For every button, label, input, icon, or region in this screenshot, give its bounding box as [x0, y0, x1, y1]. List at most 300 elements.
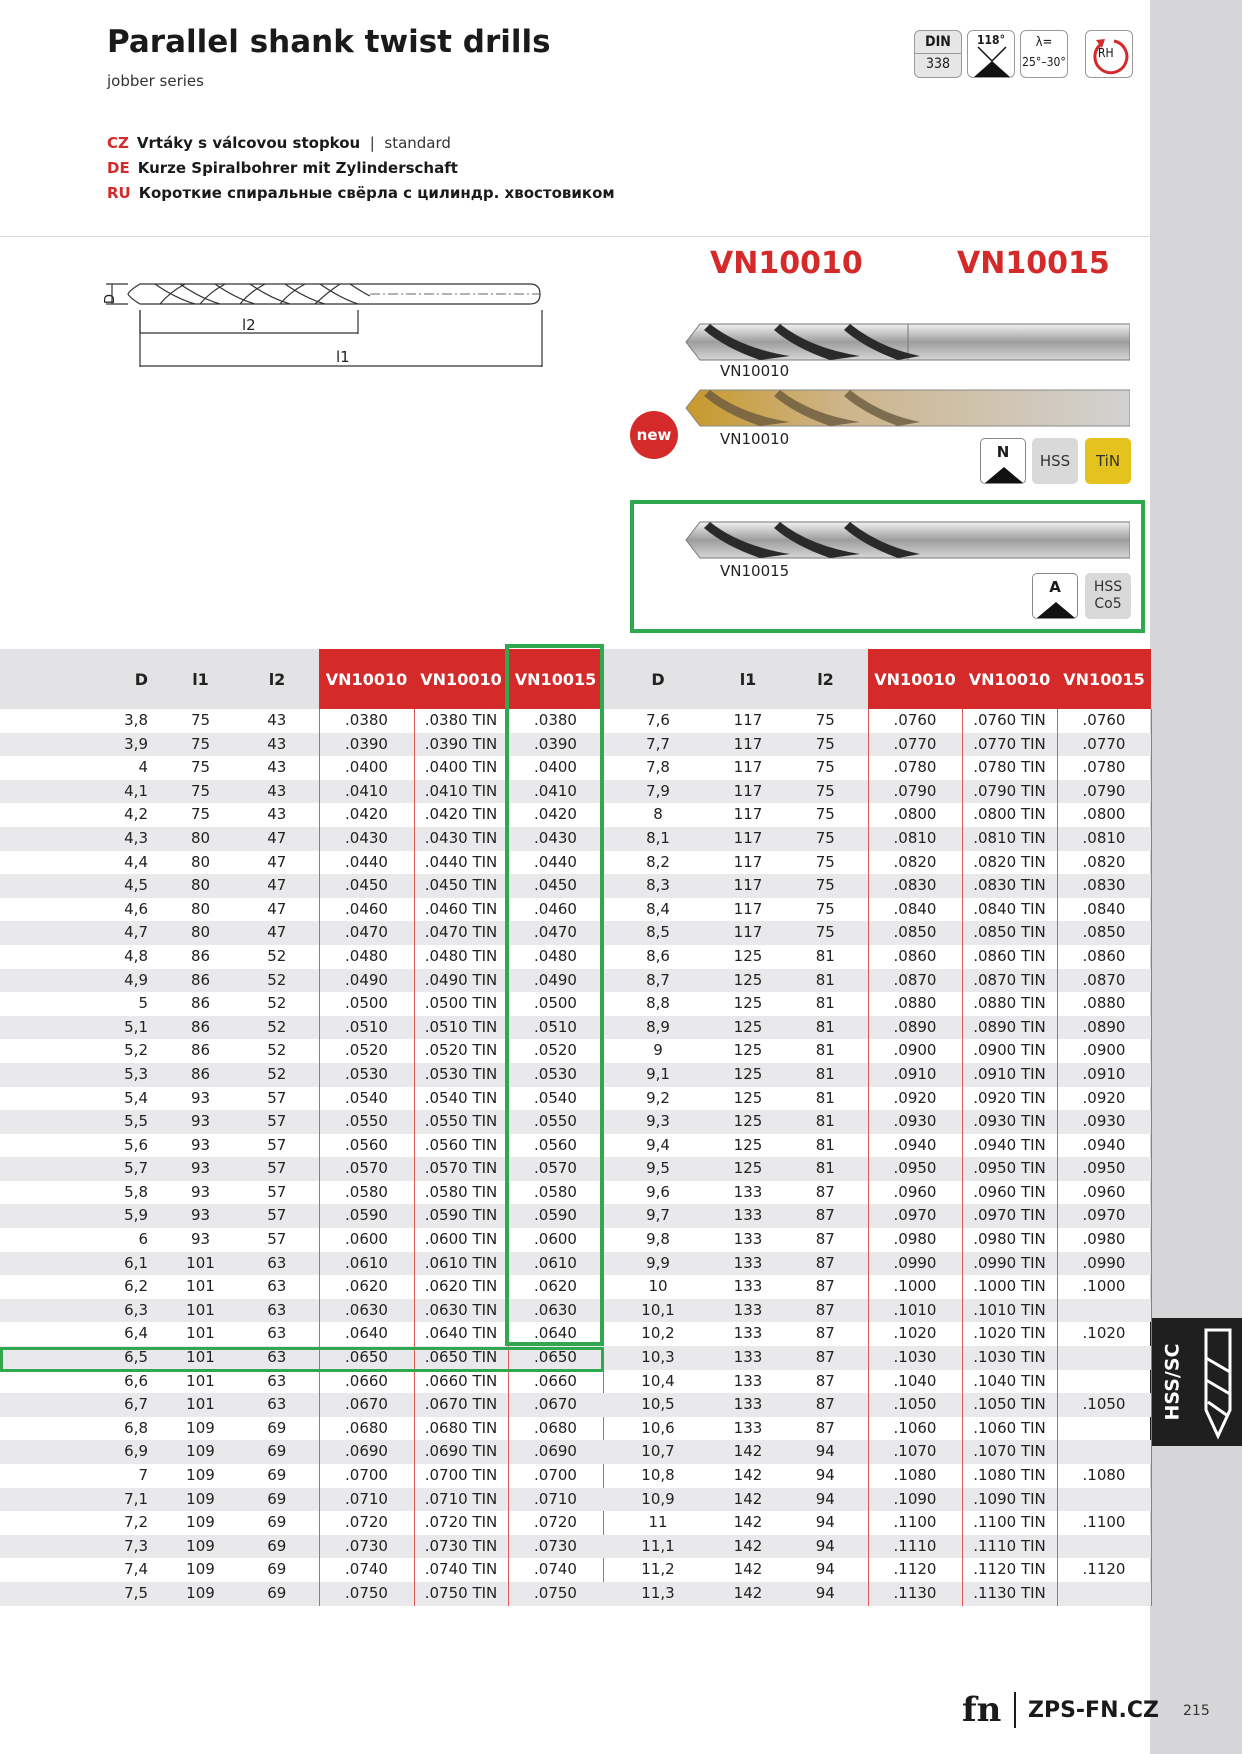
dimension-cell: 86: [166, 969, 235, 993]
table-row: [0, 1440, 603, 1464]
dimension-cell: 8,9: [603, 1016, 713, 1040]
dimension-cell: 125: [733, 946, 763, 965]
dimension-cell: 81: [783, 969, 868, 993]
dimension-cell: 142: [713, 1535, 783, 1559]
dimension-cell: 7,5: [0, 1582, 166, 1606]
article-code-cell: .0470: [319, 921, 414, 945]
article-code-cell: .0910: [868, 1063, 962, 1087]
dimension-cell: 133: [733, 1230, 763, 1249]
dimension-cell: 10,4: [641, 1371, 675, 1390]
dimension-cell: 9,9: [603, 1252, 713, 1276]
article-code-cell: .0990: [1057, 1252, 1151, 1276]
article-code-cell: .0520: [319, 1039, 414, 1063]
column-header: VN10015: [1057, 649, 1151, 709]
article-code-cell: .0530 TIN: [414, 1063, 508, 1087]
dimension-cell: 69: [235, 1488, 319, 1512]
article-code-cell: .0960: [1057, 1181, 1151, 1205]
dimension-cell: 10,1: [603, 1299, 713, 1323]
article-code-cell: .0870 TIN: [962, 969, 1057, 993]
dimension-cell: 8,2: [646, 852, 670, 871]
point-angle-value: 118°: [977, 33, 1005, 47]
dimension-cell: 43: [235, 733, 319, 757]
dimension-cell: 4,7: [0, 921, 166, 945]
table-row: [0, 1370, 603, 1394]
article-code-cell: .0970: [1057, 1204, 1151, 1228]
dimension-cell: 94: [783, 1535, 868, 1559]
dimension-cell: 86: [166, 1016, 235, 1040]
dimension-cell: 75: [166, 780, 235, 804]
lang-line-cz: CZ Vrtáky s válcovou stopkou | standard: [107, 134, 451, 152]
article-code-cell: .0660: [319, 1370, 414, 1394]
article-code-cell: .0640 TIN: [414, 1322, 508, 1346]
article-code-cell: .0510: [508, 1016, 603, 1040]
table-row: [603, 851, 1151, 875]
article-code-cell: .0500 TIN: [414, 992, 508, 1016]
article-code-cell: .0450 TIN: [414, 874, 508, 898]
article-code-cell: .1020 TIN: [962, 1322, 1057, 1346]
table-row: [603, 1417, 1151, 1441]
article-code-cell: .0410 TIN: [414, 780, 508, 804]
dimension-cell: 4,2: [124, 805, 148, 824]
dimension-cell: 75: [783, 921, 868, 945]
dimension-cell: 87: [783, 1299, 868, 1323]
dimension-cell: 9: [653, 1041, 663, 1060]
article-code-cell: .0620: [319, 1275, 414, 1299]
article-code-cell: .0580: [319, 1181, 414, 1205]
article-code-cell: .0680: [319, 1417, 414, 1441]
rotation-label: RH: [1098, 46, 1114, 60]
coating-tin-badge: TiN: [1085, 438, 1131, 484]
page-number: 215: [1183, 1703, 1210, 1719]
article-code-cell: .1010: [868, 1299, 962, 1323]
column-header: l2: [783, 649, 868, 709]
din-badge: [914, 30, 962, 78]
article-code-cell: .0700 TIN: [414, 1464, 508, 1488]
article-code-cell: .0920 TIN: [962, 1087, 1057, 1111]
dimension-cell: 80: [166, 921, 235, 945]
table-row: [0, 1558, 603, 1582]
article-code-cell: .0560: [508, 1134, 603, 1158]
article-code-cell: .0810: [868, 827, 962, 851]
article-code-cell: .0590 TIN: [414, 1204, 508, 1228]
article-code-cell: .0530: [508, 1063, 603, 1087]
dimension-cell: 10,8: [641, 1466, 675, 1484]
point-angle-badge: [967, 30, 1015, 78]
article-code-cell: .0490: [508, 969, 603, 993]
article-code-cell: .1100 TIN: [962, 1511, 1057, 1535]
dimension-cell: 52: [235, 1063, 319, 1087]
article-code-cell: .0640: [508, 1322, 603, 1346]
article-code-cell: .0540 TIN: [414, 1087, 508, 1111]
article-code-cell: .0900 TIN: [962, 1039, 1057, 1063]
dimension-cell: 9,7: [603, 1204, 713, 1228]
dimension-cell: 142: [733, 1560, 763, 1579]
article-code-cell: .0860: [1057, 945, 1151, 969]
dimension-cell: 9,8: [646, 1230, 670, 1249]
table-row: [603, 780, 1151, 804]
column-header: l1: [713, 649, 783, 709]
dimension-cell: 6,8: [124, 1418, 148, 1437]
dimension-cell: 117: [713, 921, 783, 945]
dimension-cell: 9,5: [603, 1157, 713, 1181]
article-code-cell: .0840: [1057, 898, 1151, 922]
article-code-cell: .0460 TIN: [414, 898, 508, 922]
article-code-cell: .0450: [319, 874, 414, 898]
lang-text: Kurze Spiralbohrer mit Zylinderschaft: [137, 159, 458, 177]
table-row: [603, 827, 1151, 851]
brand-name: ZPS-FN.CZ: [1028, 1697, 1159, 1723]
dimension-cell: 125: [733, 1088, 763, 1107]
dimension-cell: 9,3: [603, 1110, 713, 1134]
dimension-cell: 5,5: [0, 1110, 166, 1134]
dimension-cell: 10,2: [641, 1324, 675, 1343]
dimension-cell: 109: [166, 1440, 235, 1464]
dimension-cell: 10,9: [603, 1488, 713, 1512]
dimension-cell: 125: [713, 1110, 783, 1134]
article-code-cell: .0600 TIN: [414, 1228, 508, 1252]
dimension-cell: 7,3: [0, 1535, 166, 1559]
article-code-cell: .0560 TIN: [414, 1134, 508, 1158]
dimension-cell: 6,2: [124, 1277, 148, 1296]
dimension-cell: 109: [166, 1488, 235, 1512]
article-code-cell: .0900: [1057, 1039, 1151, 1063]
article-code-cell: .0880: [1057, 992, 1151, 1016]
dimension-cell: 43: [267, 805, 287, 824]
dimension-cell: 81: [815, 946, 835, 965]
column-header: VN10015: [508, 649, 603, 709]
article-code-cell: .0810 TIN: [962, 827, 1057, 851]
dimension-cell: 5: [138, 994, 148, 1013]
lang-code: RU: [107, 184, 131, 202]
point-angle-icon: [968, 31, 1016, 79]
article-code-cell: .0660 TIN: [414, 1370, 508, 1394]
article-code-cell: .0550: [508, 1110, 603, 1134]
dimension-cell: 47: [267, 852, 287, 871]
article-code-cell: .0620 TIN: [414, 1275, 508, 1299]
article-code-cell: .1000 TIN: [962, 1275, 1057, 1299]
dimension-cell: 10,3: [603, 1346, 713, 1370]
article-code-cell: [1057, 1370, 1151, 1394]
dimension-cell: 117: [733, 852, 763, 871]
article-code-cell: .0610 TIN: [414, 1252, 508, 1276]
dimension-cell: 4,6: [124, 899, 148, 918]
dimension-cell: 3,9: [0, 733, 166, 757]
dimension-cell: 6,6: [124, 1371, 148, 1390]
dimension-cell: 87: [783, 1252, 868, 1276]
table-row: [603, 1275, 1151, 1299]
article-code-cell: .0760 TIN: [962, 709, 1057, 733]
article-code-cell: .0740: [508, 1558, 603, 1582]
article-code-cell: .0700: [319, 1464, 414, 1488]
article-code-cell: .0440: [508, 851, 603, 875]
dimension-cell: 87: [815, 1230, 835, 1249]
article-code-cell: .0850: [868, 921, 962, 945]
article-code-cell: .0840 TIN: [962, 898, 1057, 922]
article-code-cell: .0880 TIN: [962, 992, 1057, 1016]
article-code-cell: [1057, 1440, 1151, 1464]
page-title: Parallel shank twist drills: [107, 24, 551, 60]
dimension-cell: 81: [783, 1063, 868, 1087]
article-code-cell: .0930: [1057, 1110, 1151, 1134]
dimension-cell: 94: [783, 1488, 868, 1512]
dimension-cell: 57: [267, 1088, 287, 1107]
article-code-cell: .0790: [1057, 780, 1151, 804]
type-a-label: A: [1049, 578, 1061, 596]
dimension-cell: 87: [815, 1277, 835, 1296]
article-code-cell: .0500: [508, 992, 603, 1016]
dimension-cell: 69: [267, 1466, 287, 1484]
article-code-cell: .0760: [868, 709, 962, 733]
dimension-cell: 125: [713, 1016, 783, 1040]
column-header: l1: [166, 649, 235, 709]
dimension-cell: 109: [186, 1466, 215, 1484]
article-code-cell: .0800: [868, 803, 962, 827]
sku-b-heading: VN10015: [957, 246, 1110, 281]
dimension-cell: 63: [267, 1277, 287, 1296]
article-code-cell: .0610: [319, 1252, 414, 1276]
dimension-cell: 47: [235, 874, 319, 898]
article-code-cell: .0530: [319, 1063, 414, 1087]
dimension-cell: 94: [783, 1582, 868, 1606]
drill-photo-bright: [680, 318, 1130, 368]
lang-code: CZ: [107, 134, 129, 152]
article-code-cell: .0940: [1057, 1134, 1151, 1158]
table-row: [603, 1039, 1151, 1063]
article-code-cell: .0920: [868, 1087, 962, 1111]
table-row: [603, 1440, 1151, 1464]
table-row: [603, 1488, 1151, 1512]
dimension-cell: 81: [815, 1041, 835, 1060]
dimension-cell: 133: [733, 1182, 763, 1201]
table-row: [603, 1535, 1151, 1559]
dimension-cell: 133: [713, 1346, 783, 1370]
article-code-cell: .0830 TIN: [962, 874, 1057, 898]
table-row: [603, 898, 1151, 922]
table-row: [0, 1535, 603, 1559]
table-row: [0, 1511, 603, 1535]
dimension-cell: 117: [713, 733, 783, 757]
dimension-cell: 117: [713, 827, 783, 851]
dimension-cell: 81: [783, 1157, 868, 1181]
dimension-cell: 4,8: [124, 946, 148, 965]
dimension-cell: 109: [186, 1560, 215, 1579]
article-code-cell: .1100: [1057, 1511, 1151, 1535]
article-code-cell: .0400: [319, 756, 414, 780]
article-code-cell: .0500: [319, 992, 414, 1016]
article-code-cell: .0540: [319, 1087, 414, 1111]
article-code-cell: .0690: [319, 1440, 414, 1464]
dimension-cell: 94: [815, 1560, 835, 1579]
table-row: [603, 1370, 1151, 1394]
article-code-cell: .1120: [868, 1558, 962, 1582]
din-badge-bottom: 338: [925, 56, 951, 72]
dimension-cell: 125: [733, 1041, 763, 1060]
article-code-cell: .0600: [508, 1228, 603, 1252]
dimension-cell: 75: [815, 852, 835, 871]
helix-angle-bottom: 25°–30°: [1022, 55, 1066, 69]
article-code-cell: .0980: [1057, 1228, 1151, 1252]
article-code-cell: .0870: [868, 969, 962, 993]
table-row: [603, 733, 1151, 757]
article-code-cell: .0510: [319, 1016, 414, 1040]
article-code-cell: .0380 TIN: [414, 709, 508, 733]
type-n-label: N: [996, 443, 1010, 461]
article-code-cell: .0450: [508, 874, 603, 898]
dimension-cell: 6: [138, 1230, 148, 1249]
article-code-cell: .0770: [1057, 733, 1151, 757]
dimension-cell: 11,3: [603, 1582, 713, 1606]
table-row: [0, 1393, 603, 1417]
article-code-cell: .0720: [508, 1511, 603, 1535]
table-row: [603, 709, 1151, 733]
article-code-cell: .0880: [868, 992, 962, 1016]
article-code-cell: .0730: [508, 1535, 603, 1559]
article-code-cell: .0670: [508, 1393, 603, 1417]
article-code-cell: .0950: [1057, 1157, 1151, 1181]
article-code-cell: .1080: [1057, 1464, 1151, 1488]
dimension-cell: 101: [166, 1393, 235, 1417]
dimension-cell: 133: [713, 1299, 783, 1323]
dimension-cell: 75: [190, 758, 211, 777]
dimension-cell: 7,7: [603, 733, 713, 757]
dimension-cell: 63: [235, 1393, 319, 1417]
dimension-cell: 43: [267, 711, 287, 729]
lang-line-de: [107, 159, 458, 177]
article-code-cell: .0970: [868, 1204, 962, 1228]
article-code-cell: .0980 TIN: [962, 1228, 1057, 1252]
table-row: [603, 1558, 1151, 1582]
dimension-cell: 93: [190, 1088, 211, 1107]
dimension-cell: 9,2: [646, 1088, 670, 1107]
dimension-cell: 133: [733, 1277, 763, 1296]
column-header: VN10010: [962, 649, 1057, 709]
table-row: [603, 1063, 1151, 1087]
article-code-cell: .0420: [508, 803, 603, 827]
article-code-cell: .0720: [319, 1511, 414, 1535]
helix-angle-badge: [1020, 30, 1068, 78]
header-divider: [0, 236, 1150, 237]
dimension-cell: 10: [648, 1277, 668, 1296]
article-code-cell: .1050: [1057, 1393, 1151, 1417]
dimension-cell: 69: [267, 1418, 287, 1437]
page-subtitle: jobber series: [107, 72, 204, 90]
dimension-cell: 5,1: [0, 1016, 166, 1040]
sku-a-heading: VN10010: [710, 246, 863, 281]
table-row: [603, 1299, 1151, 1323]
dimension-cell: 5,7: [0, 1157, 166, 1181]
table-row: [603, 1016, 1151, 1040]
material-hss-badge: HSS: [1032, 438, 1078, 484]
article-code-cell: .1110: [868, 1535, 962, 1559]
din-badge-top: DIN: [925, 34, 951, 50]
article-code-cell: .0980: [868, 1228, 962, 1252]
dim-l2-label: l2: [242, 316, 256, 334]
table-row: [603, 969, 1151, 993]
table-row: [0, 1488, 603, 1512]
dimension-cell: 125: [713, 1063, 783, 1087]
dimension-cell: 93: [190, 1135, 211, 1154]
fn-logo-mark: fn: [962, 1690, 1002, 1730]
article-code-cell: .0550: [319, 1110, 414, 1134]
drill-caption: VN10010: [720, 430, 790, 448]
table-row: [603, 992, 1151, 1016]
dimension-cell: 57: [235, 1204, 319, 1228]
article-code-cell: .0820 TIN: [962, 851, 1057, 875]
article-code-cell: .0570: [319, 1157, 414, 1181]
vn10015-column-highlight: [505, 644, 604, 1346]
article-code-cell: .0950 TIN: [962, 1157, 1057, 1181]
table-row: [0, 1417, 603, 1441]
article-code-cell: .0760: [1057, 709, 1151, 733]
dimension-cell: 5,6: [124, 1135, 148, 1154]
article-code-cell: .0990 TIN: [962, 1252, 1057, 1276]
dimension-cell: 11: [648, 1513, 668, 1532]
dimension-cell: 5,2: [124, 1041, 148, 1060]
article-code-cell: .1040: [868, 1370, 962, 1394]
dimension-cell: 69: [235, 1440, 319, 1464]
article-code-cell: .0820: [868, 851, 962, 875]
dimension-cell: 5,9: [0, 1204, 166, 1228]
article-code-cell: .0660: [508, 1370, 603, 1394]
type-n-badge: [980, 438, 1026, 484]
dimension-cell: 80: [166, 827, 235, 851]
column-header: VN10010: [868, 649, 962, 709]
section-tab-label: HSS/SC: [1161, 1343, 1184, 1421]
article-code-cell: .0730: [319, 1535, 414, 1559]
article-code-cell: .0380: [319, 709, 414, 733]
dimension-cell: 4,9: [0, 969, 166, 993]
article-code-cell: .0440 TIN: [414, 851, 508, 875]
dimension-cell: 7,8: [646, 758, 670, 777]
article-code-cell: .0790 TIN: [962, 780, 1057, 804]
side-bar: [1150, 0, 1242, 1754]
article-code-cell: .0750 TIN: [414, 1582, 508, 1606]
new-badge: new: [630, 411, 678, 459]
dimension-cell: 3,8: [124, 711, 148, 729]
dimension-cell: 75: [783, 780, 868, 804]
article-code-cell: .0770: [868, 733, 962, 757]
dimension-cell: 8,3: [603, 874, 713, 898]
article-code-cell: .1060 TIN: [962, 1417, 1057, 1441]
dimension-cell: 80: [190, 852, 211, 871]
article-code-cell: .0670: [319, 1393, 414, 1417]
dimension-cell: 7,6: [646, 711, 670, 729]
article-code-cell: .1000: [1057, 1275, 1151, 1299]
article-code-cell: .0630: [508, 1299, 603, 1323]
dimension-cell: 75: [783, 827, 868, 851]
article-code-cell: .0830: [1057, 874, 1151, 898]
size-table-right: [603, 649, 1152, 1606]
type-a-badge: [1032, 573, 1078, 619]
article-code-cell: .0890: [868, 1016, 962, 1040]
lang-text: Короткие спиральные свёрла с цилиндр. хвостовиком: [138, 184, 615, 202]
dimension-cell: 63: [267, 1371, 287, 1390]
article-code-cell: .0960 TIN: [962, 1181, 1057, 1205]
dimension-cell: 87: [815, 1371, 835, 1390]
table-row: [603, 1582, 1151, 1606]
dimension-cell: 125: [713, 969, 783, 993]
article-code-cell: .0570: [508, 1157, 603, 1181]
dimension-cell: 133: [713, 1393, 783, 1417]
dimension-cell: 117: [713, 780, 783, 804]
article-code-cell: .0430 TIN: [414, 827, 508, 851]
dimension-cell: 86: [190, 1041, 211, 1060]
dimension-cell: 117: [733, 805, 763, 824]
dimension-cell: 80: [166, 874, 235, 898]
dimension-cell: 10,7: [603, 1440, 713, 1464]
table-row: [603, 1252, 1151, 1276]
column-header: l2: [235, 649, 319, 709]
